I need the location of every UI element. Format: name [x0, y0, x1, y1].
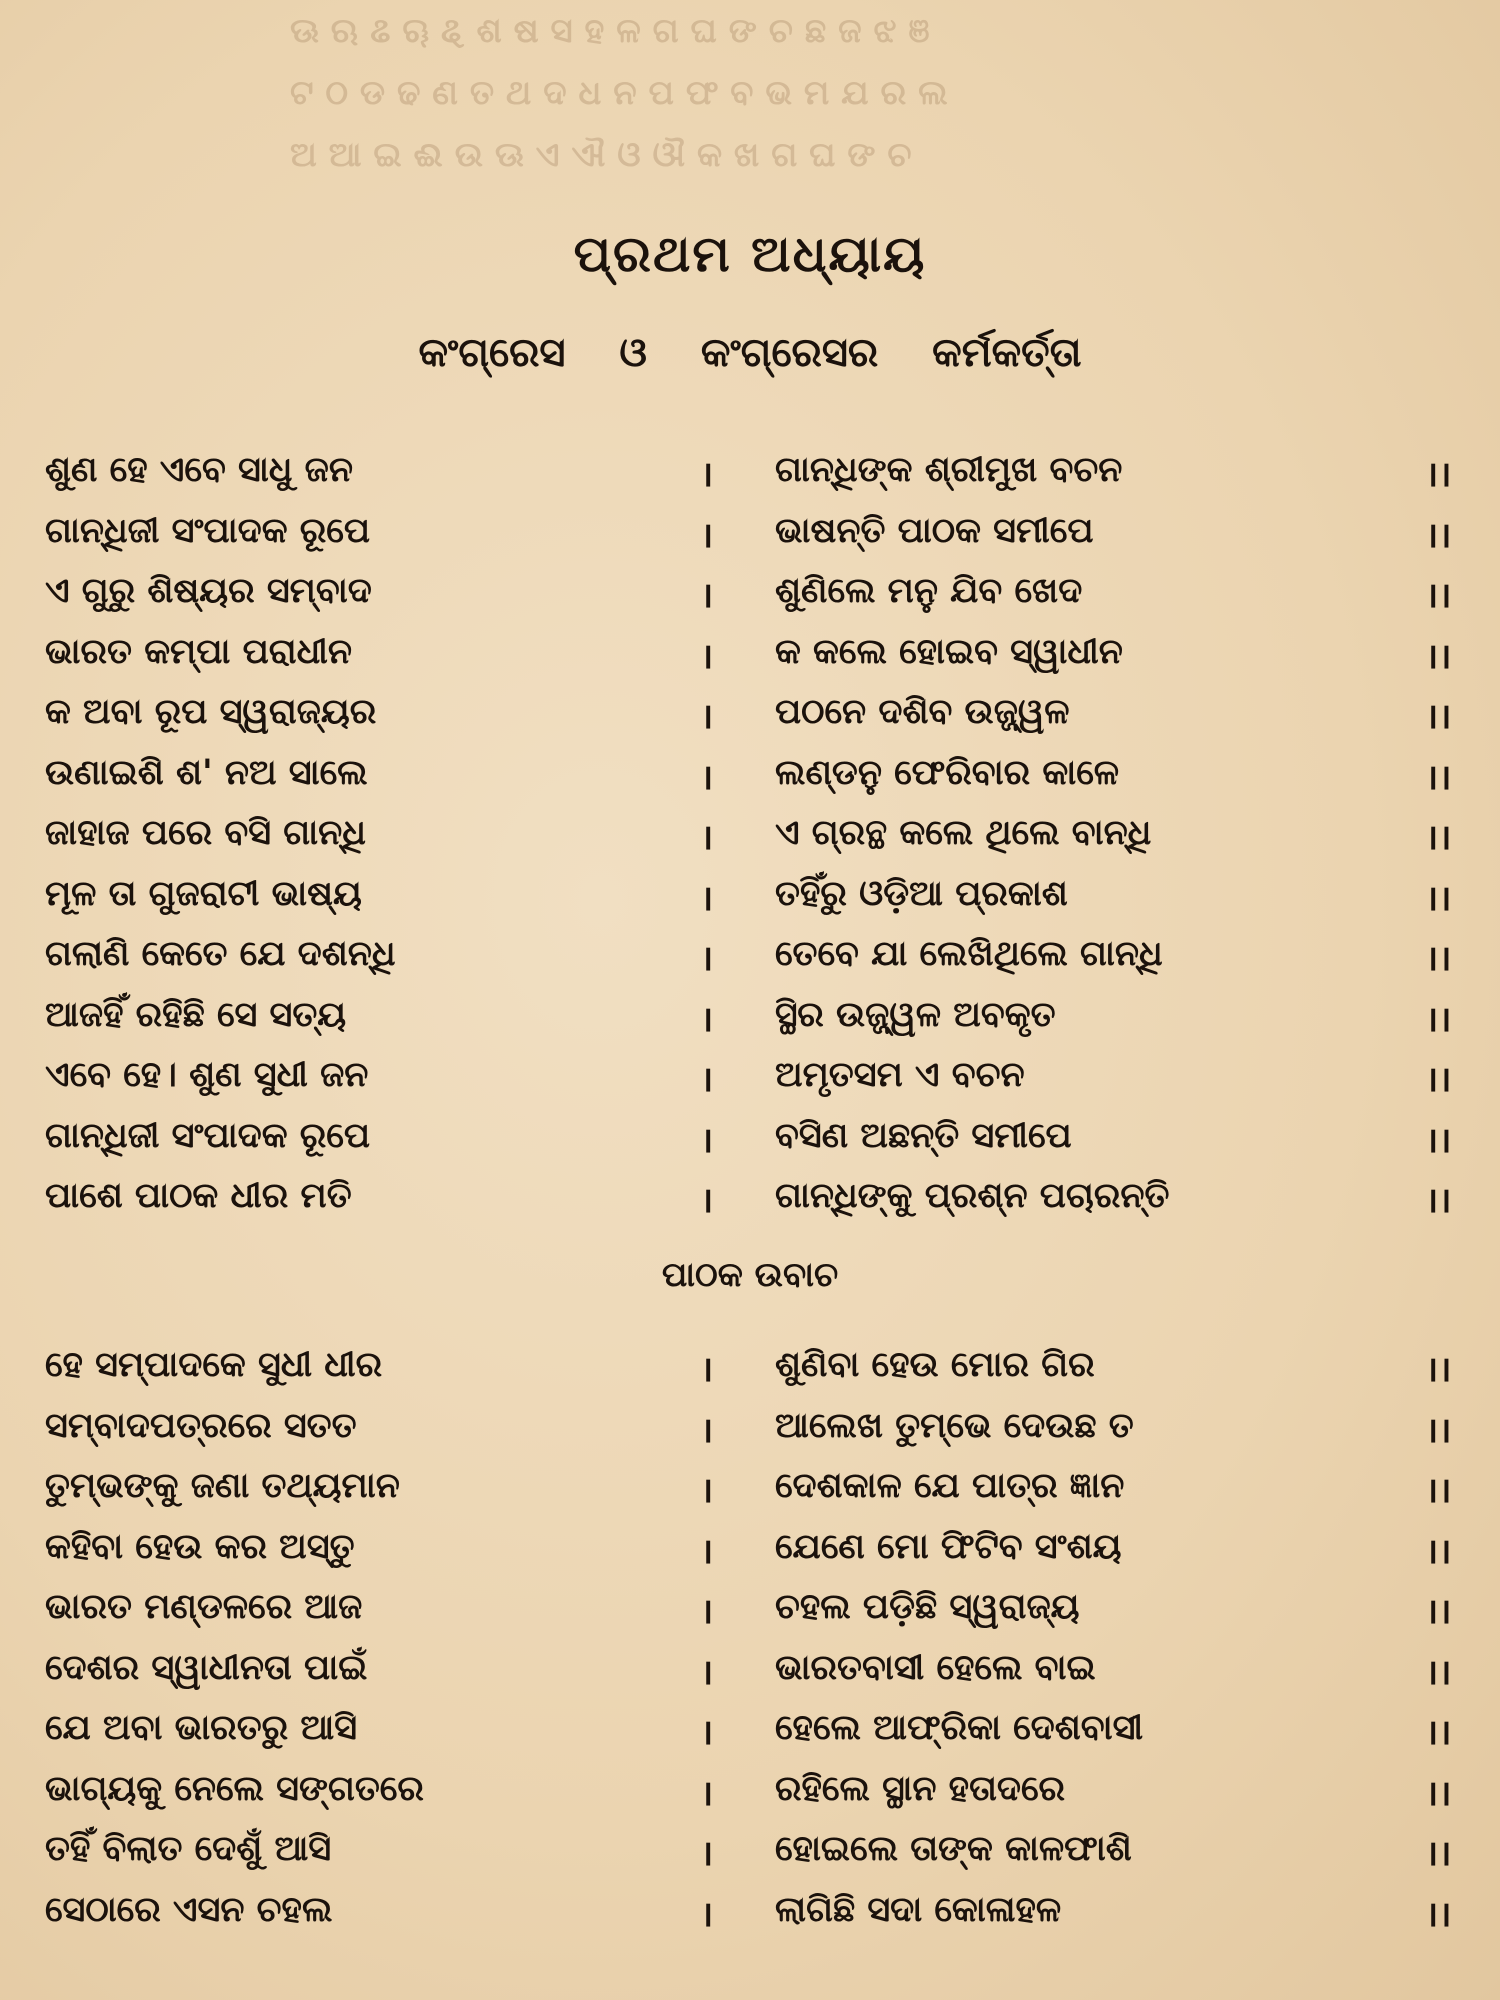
verse-line — [0, 450, 1500, 508]
verse-divider: । — [700, 1713, 714, 1753]
verse-end-mark: ।। — [1425, 999, 1452, 1040]
verse-divider: । — [700, 999, 714, 1040]
verse-second-half: ଲଣ୍ଡନୁ ଫେରିବାର କାଳେ — [775, 752, 1120, 793]
verse-second-half: ଚହଲ ପଡ଼ିଛି ସ୍ୱରାଜ୍ୟ — [775, 1587, 1080, 1627]
verse-divider: । — [700, 818, 714, 858]
verse-first-half: ଭାରତ କମ୍ପା ପରାଧୀନ — [45, 631, 353, 672]
verse-line — [0, 632, 1500, 690]
verse-first-half: ସେଠାରେ ଏସନ ଚହଲ — [45, 1889, 333, 1930]
verse-divider: । — [700, 1531, 714, 1572]
verse-line — [0, 1345, 1500, 1403]
verse-second-half: ଗାନ୍ଧିଙ୍କୁ ପ୍ରଶ୍ନ ପଚାରନ୍ତି — [775, 1176, 1170, 1216]
verse-line — [0, 1527, 1500, 1585]
verse-end-mark: ।। — [1425, 1652, 1452, 1693]
verse-divider: । — [700, 697, 714, 737]
verse-line — [0, 511, 1500, 569]
verse-second-half: ଗାନ୍ଧିଙ୍କ ଶ୍ରୀମୁଖ ବଚନ — [775, 450, 1123, 490]
verse-end-mark: ।। — [1425, 576, 1452, 616]
verse-line — [0, 1466, 1500, 1524]
verse-line — [0, 692, 1500, 750]
verse-second-half: ଭାଷନ୍ତି ପାଠକ ସମୀପେ — [775, 510, 1094, 551]
verse-first-half: ଉଣାଇଶି ଶ' ନଅ ସାଲେ — [45, 752, 368, 793]
verse-divider: । — [700, 1181, 714, 1221]
verse-line — [0, 1829, 1500, 1887]
verse-first-half: ଯେ ଅବା ଭାରତରୁ ଆସି — [45, 1708, 358, 1748]
verse-first-half: କ ଅବା ରୂପ ସ୍ୱରାଜ୍ୟର — [45, 692, 377, 732]
verse-end-mark: ।। — [1425, 939, 1452, 979]
verse-second-half: ଭାରତବାସୀ ହେଲେ ବାଇ — [775, 1647, 1096, 1688]
verse-divider: । — [700, 576, 714, 616]
verse-line — [0, 813, 1500, 871]
verse-first-half: ଶୁଣ ହେ ଏବେ ସାଧୁ ଜନ — [45, 450, 353, 490]
verse-second-half: ହୋଇଲେ ତାଙ୍କ କାଳଫାଶି — [775, 1829, 1132, 1869]
verse-line — [0, 1769, 1500, 1827]
verse-divider: । — [700, 1120, 714, 1161]
verse-second-half: ଶୁଣିଲେ ମନୁ ଯିବ ଖେଦ — [775, 571, 1083, 611]
verse-end-mark: ।। — [1425, 636, 1452, 677]
verse-first-half: ତହିଁ ବିଲାତ ଦେଶୁଁ ଆସି — [45, 1829, 332, 1869]
verse-divider: । — [700, 1060, 714, 1100]
verse-end-mark: ।। — [1425, 455, 1452, 495]
verse-end-mark: ।। — [1425, 1181, 1452, 1221]
verse-second-half: ସ୍ଥିର ଉଜ୍ଜ୍ୱଳ ଅବକୃତ — [775, 994, 1056, 1035]
verse-end-mark: ।। — [1425, 1592, 1452, 1632]
verse-first-half: ଗାନ୍ଧିଜୀ ସଂପାଦକ ରୂପେ — [45, 1115, 371, 1156]
verse-divider: । — [700, 878, 714, 919]
verse-line — [0, 1890, 1500, 1948]
verse-end-mark: ।। — [1425, 1410, 1452, 1451]
verse-line — [0, 753, 1500, 811]
verse-second-half: ହେଲେ ଆଫ୍ରିକା ଦେଶବାସୀ — [775, 1708, 1144, 1748]
verse-first-half: ଏବେ ହେ। ଶୁଣ ସୁଧୀ ଜନ — [45, 1055, 369, 1095]
verse-end-mark: ।। — [1425, 1713, 1452, 1753]
verse-end-mark: ।। — [1425, 757, 1452, 798]
verse-line — [0, 1116, 1500, 1174]
verse-first-half: ଆଜହିଁ ରହିଛି ସେ ସତ୍ୟ — [45, 994, 347, 1035]
verse-divider: । — [700, 1652, 714, 1693]
verse-first-half: ଗାନ୍ଧିଜୀ ସଂପାଦକ ରୂପେ — [45, 510, 371, 551]
verse-second-half: ତେବେ ଯା ଲେଖିଥିଲେ ଗାନ୍ଧି — [775, 934, 1163, 974]
verse-second-half: ଯେଣେ ମୋ ଫିଟିବ ସଂଶୟ — [775, 1526, 1122, 1567]
verse-second-half: ଲାଗିଛି ସଦା କୋଳାହଳ — [775, 1889, 1062, 1930]
verse-end-mark: ।। — [1425, 878, 1452, 919]
verse-first-half: ପାଶେ ପାଠକ ଧୀର ମତି — [45, 1176, 352, 1216]
verse-divider: । — [700, 455, 714, 495]
verse-divider: । — [700, 1410, 714, 1451]
verse-line — [0, 874, 1500, 932]
verse-first-half: ଭାରତ ମଣ୍ଡଳରେ ଆଜ — [45, 1587, 363, 1627]
verse-line — [0, 1587, 1500, 1645]
verse-second-half: ଏ ଗ୍ରନ୍ଥ କଲେ ଥିଲେ ବାନ୍ଧି — [775, 813, 1152, 853]
verse-divider: । — [700, 939, 714, 979]
verse-divider: । — [700, 1592, 714, 1632]
verse-end-mark: ।। — [1425, 1894, 1452, 1935]
verse-line — [0, 571, 1500, 629]
verse-divider: । — [700, 1894, 714, 1935]
chapter-subtitle: କଂଗ୍ରେସ ଓ କଂଗ୍ରେସର କର୍ମକର୍ତ୍ତା — [418, 330, 1082, 376]
verse-line — [0, 1176, 1500, 1234]
verse-divider: । — [700, 1350, 714, 1390]
chapter-title: ପ୍ରଥମ ଅଧ୍ୟାୟ — [573, 225, 927, 283]
verse-end-mark: ।। — [1425, 1471, 1452, 1511]
verse-first-half: ଏ ଗୁରୁ ଶିଷ୍ୟର ସମ୍ବାଦ — [45, 571, 372, 611]
verse-line — [0, 995, 1500, 1053]
verse-first-half: ହେ ସମ୍ପାଦକେ ସୁଧୀ ଧୀର — [45, 1345, 383, 1385]
verse-first-half: ଜାହାଜ ପରେ ବସି ଗାନ୍ଧି — [45, 813, 366, 853]
verse-end-mark: ।। — [1425, 515, 1452, 556]
verse-divider: । — [700, 515, 714, 556]
verse-divider: । — [700, 1834, 714, 1874]
verse-first-half: ଦେଶର ସ୍ୱାଧୀନତା ପାଇଁ — [45, 1647, 368, 1688]
verse-second-half: ତହିଁରୁ ଓଡ଼ିଆ ପ୍ରକାଶ — [775, 873, 1068, 914]
verse-line — [0, 934, 1500, 992]
verse-second-half: ପଠନେ ଦଶିବ ଉଜ୍ଜ୍ୱଳ — [775, 692, 1070, 732]
verse-first-half: କହିବା ହେଉ କର ଅସ୍ତୁ — [45, 1526, 355, 1567]
verse-line — [0, 1406, 1500, 1464]
verse-end-mark: ।। — [1425, 1834, 1452, 1874]
verse-first-half: ତୁମ୍ଭଙ୍କୁ ଜଣା ତଥ୍ୟମାନ — [45, 1466, 400, 1506]
verse-second-half: ଶୁଣିବା ହେଉ ମୋର ଗିର — [775, 1345, 1095, 1385]
verse-second-half: କ କଲେ ହୋଇବ ସ୍ୱାଧୀନ — [775, 631, 1123, 672]
verse-end-mark: ।। — [1425, 697, 1452, 737]
verse-second-half: ବସିଣ ଅଛନ୍ତି ସମୀପେ — [775, 1115, 1072, 1156]
section-heading: ପାଠକ ଉବାଚ — [661, 1255, 839, 1295]
verse-line — [0, 1648, 1500, 1706]
verse-first-half: ସମ୍ବାଦପତ୍ରରେ ସତତ — [45, 1405, 357, 1446]
verse-divider: । — [700, 1471, 714, 1511]
verse-divider: । — [700, 1773, 714, 1814]
verse-first-half: ମୂଳ ତା ଗୁଜରାଟୀ ଭାଷ୍ୟ — [45, 873, 362, 914]
verse-first-half: ଭାଗ୍ୟକୁ ନେଲେ ସଙ୍ଗତରେ — [45, 1768, 424, 1809]
verse-second-half: ଆଲେଖ ତୁମ୍ଭେ ଦେଉଛ ତ — [775, 1405, 1134, 1446]
verse-line — [0, 1055, 1500, 1113]
verse-end-mark: ।। — [1425, 1350, 1452, 1390]
verse-first-half: ଗଲାଣି କେତେ ଯେ ଦଶନ୍ଧି — [45, 934, 396, 974]
verse-end-mark: ।। — [1425, 818, 1452, 858]
verse-second-half: ଦେଶକାଳ ଯେ ପାତ୍ର ଜ୍ଞାନ — [775, 1466, 1125, 1506]
verse-end-mark: ।। — [1425, 1773, 1452, 1814]
verse-end-mark: ।। — [1425, 1531, 1452, 1572]
verse-line — [0, 1708, 1500, 1766]
verse-divider: । — [700, 757, 714, 798]
verse-second-half: ରହିଲେ ସ୍ଥାନ ହତାଦରେ — [775, 1768, 1066, 1809]
verse-second-half: ଅମୃତସମ ଏ ବଚନ — [775, 1055, 1025, 1095]
verse-end-mark: ।। — [1425, 1120, 1452, 1161]
verse-divider: । — [700, 636, 714, 677]
bleed-through-text: ଊ ଋ ଌ ୠ ୡ ଶ ଷ ସ ହ ଳ ଗ ଘ ଙ ଚ ଛ ଜ ଝ ଞ ଟ ଠ ଡ ଢ ଣ ତ ଥ ଦ ଧ ନ ପ ଫ ବ ଭ ମ ଯ ର ଲ ଅ ଆ ଇ ଈ ଉ ଊ ଏ ଐ ଓ ଔ କ ଖ ଗ ଘ ଙ ଚ — [290, 11, 948, 175]
verse-end-mark: ।। — [1425, 1060, 1452, 1100]
